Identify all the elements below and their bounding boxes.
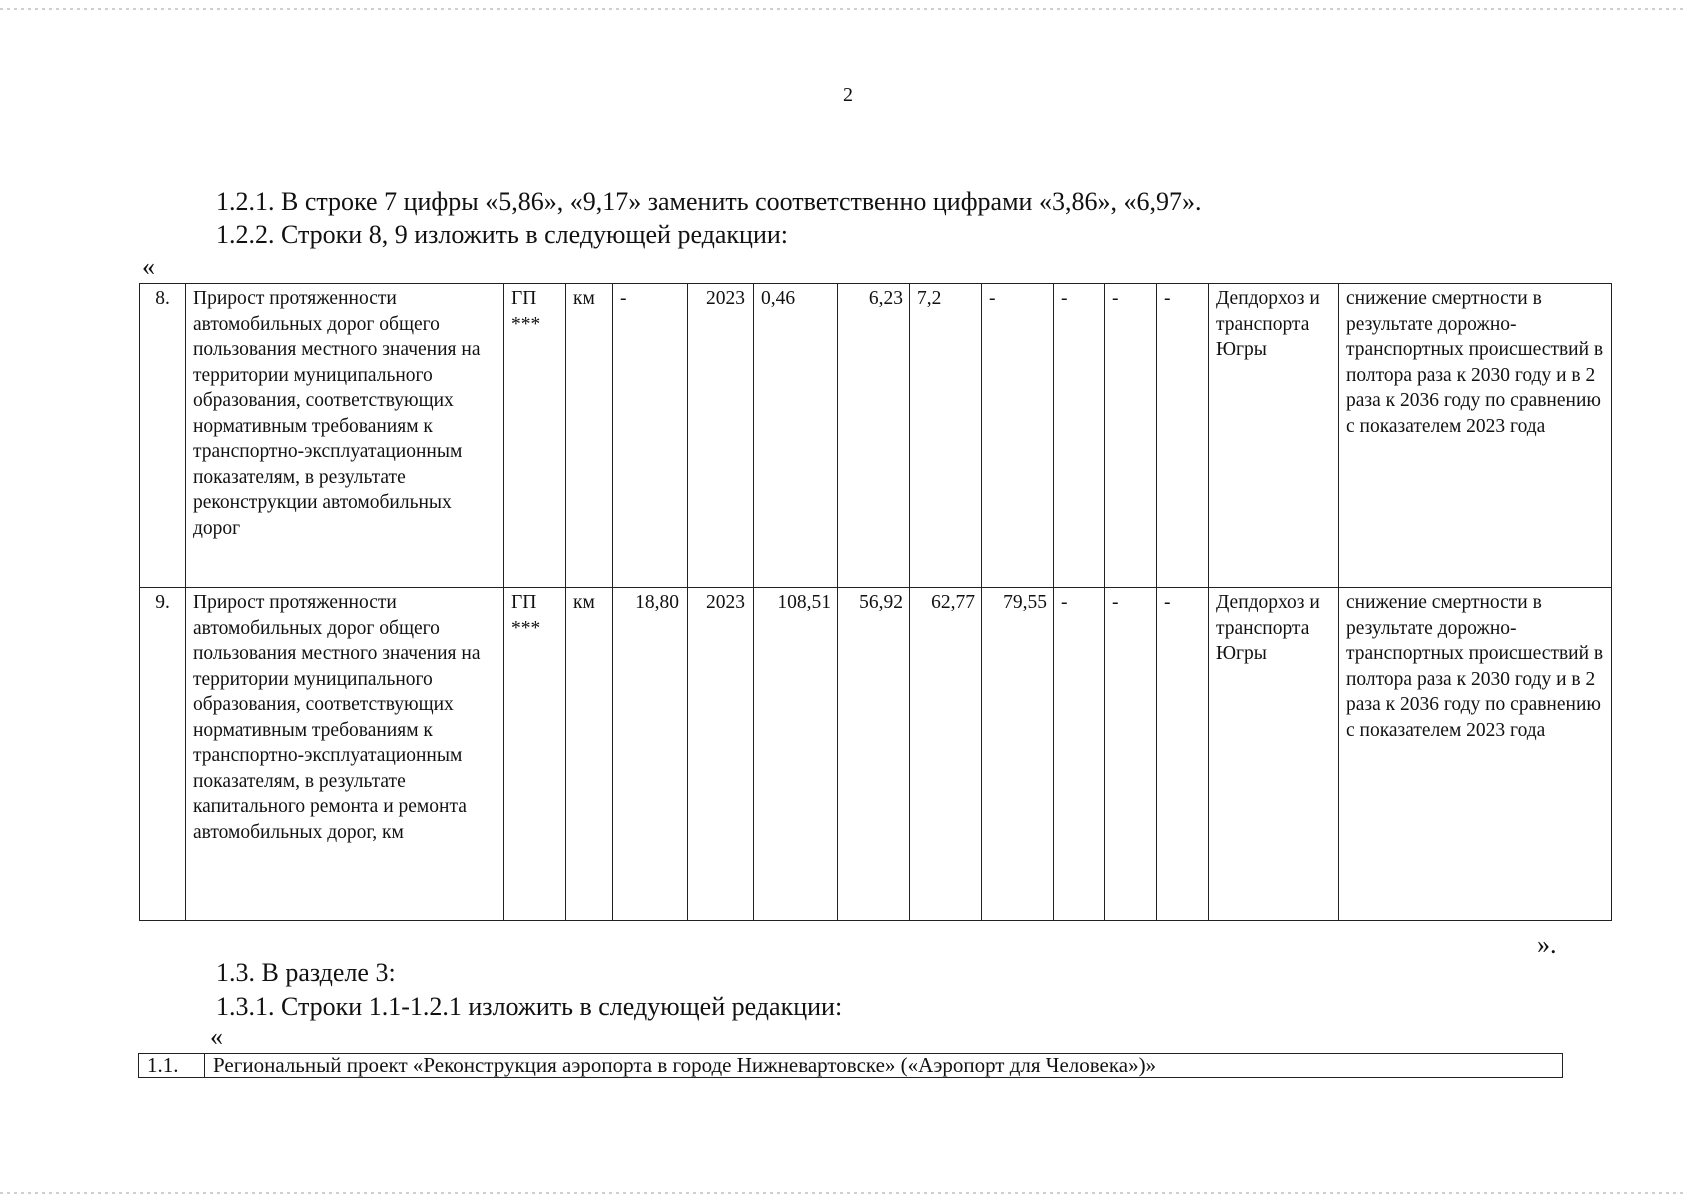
indicator-name: Прирост протяженности автомобильных дорог общего пользования местного значения на территории муниципального образования, соответствующих нормативным требованиям к транспортно-эксплуатационным показателям, в результате реконструкции автомобильных дорог [186,284,504,588]
expected-result: снижение смертности в результате дорожно-транспортных происшествий в полтора раза к 2030 году и в 2 раза к 2036 году по сравнению с показателем 2023 года [1339,588,1612,921]
value-7: - [1157,284,1209,588]
responsible-agency: Депдорхоз и транспорта Югры [1209,284,1339,588]
value-1: 0,46 [754,284,838,588]
project-title: Региональный проект «Реконструкция аэропорта в городе Нижневартовске» («Аэропорт для Человека»)» [205,1054,1563,1078]
indicator-source: ГП *** [504,284,566,588]
table-row [140,284,1612,588]
value-3: 7,2 [910,284,982,588]
table-row [139,1054,1563,1078]
table-row [140,588,1612,921]
value-7: - [1157,588,1209,921]
page-number: 2 [843,84,853,106]
project-number: 1.1. [139,1054,205,1078]
value-2: 6,23 [838,284,910,588]
scan-edge-top [0,8,1686,10]
indicator-table [139,283,1612,921]
value-4: 79,55 [982,588,1054,921]
opening-quote-mark: « [210,1022,223,1051]
paragraph-1-3: 1.3. В разделе 3: [216,958,396,987]
expected-result: снижение смертности в результате дорожно-транспортных происшествий в полтора раза к 2030 году и в 2 раза к 2036 году по сравнению с показателем 2023 года [1339,284,1612,588]
scan-edge-bottom [0,1192,1686,1194]
value-6: - [1105,588,1157,921]
value-4: - [982,284,1054,588]
paragraph-1-2-2: 1.2.2. Строки 8, 9 изложить в следующей редакции: [216,220,789,249]
value-6: - [1105,284,1157,588]
base-year: 2023 [688,284,754,588]
responsible-agency: Депдорхоз и транспорта Югры [1209,588,1339,921]
value-3: 62,77 [910,588,982,921]
opening-quote-mark: « [142,252,155,281]
base-value: 18,80 [613,588,688,921]
paragraph-1-3-1: 1.3.1. Строки 1.1-1.2.1 изложить в следующей редакции: [216,992,843,1021]
indicator-unit: км [566,284,613,588]
value-5: - [1054,284,1105,588]
paragraph-1-2-1: 1.2.1. В строке 7 цифры «5,86», «9,17» заменить соответственно цифрами «3,86», «6,97». [216,187,1202,216]
row-number: 8. [140,284,186,588]
value-2: 56,92 [838,588,910,921]
row-number: 9. [140,588,186,921]
value-5: - [1054,588,1105,921]
base-value: - [613,284,688,588]
indicator-source: ГП *** [504,588,566,921]
closing-quote-mark: ». [1537,930,1557,959]
project-table [138,1053,1563,1078]
base-year: 2023 [688,588,754,921]
value-1: 108,51 [754,588,838,921]
indicator-name: Прирост протяженности автомобильных дорог общего пользования местного значения на территории муниципального образования, соответствующих нормативным требованиям к транспортно-эксплуатационным показателям, в результате капитального ремонта и ремонта автомобильных дорог, км [186,588,504,921]
indicator-unit: км [566,588,613,921]
